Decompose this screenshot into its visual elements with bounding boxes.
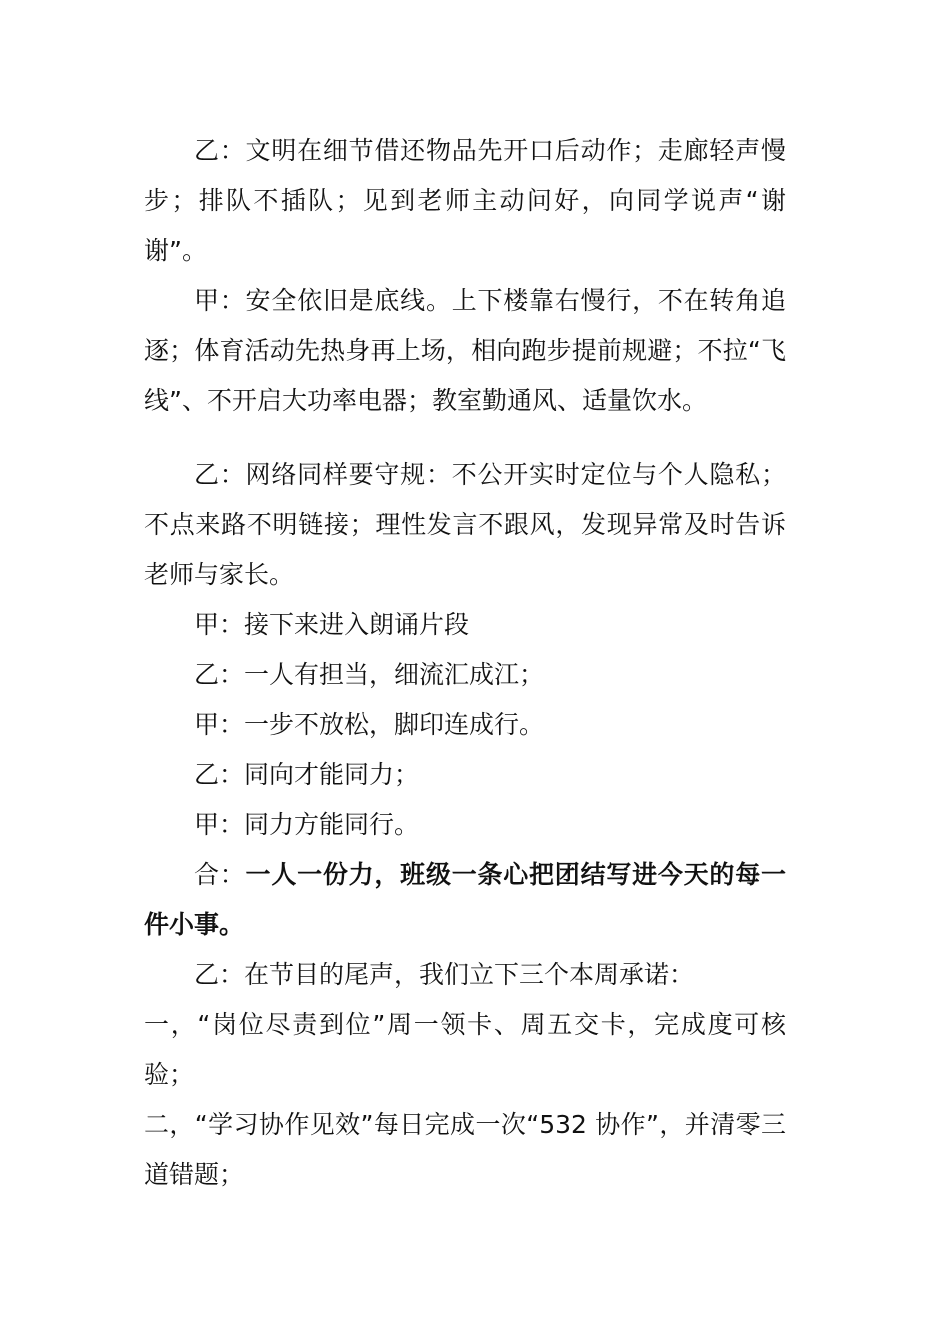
paragraph-text: 文明在细节借还物品先开口后动作；走廊轻声慢步；排队不插队；见到老师主动问好，向同学说声“谢谢”。 [144, 136, 786, 265]
speaker-label: 乙： [194, 760, 245, 789]
speaker-label: 乙： [194, 960, 245, 989]
paragraph-8 [144, 800, 786, 850]
paragraph-6 [144, 700, 786, 750]
paragraph-text: 同力方能同行。 [244, 810, 420, 839]
paragraph-text: 二，“学习协作见效”每日完成一次“532 协作”，并清零三道错题； [144, 1110, 786, 1189]
paragraph-10 [144, 950, 786, 1000]
speaker-label: 甲： [194, 710, 245, 739]
paragraph-text: 在节目的尾声，我们立下三个本周承诺： [244, 960, 695, 989]
paragraph-7 [144, 750, 786, 800]
speaker-label: 甲： [194, 610, 245, 639]
paragraph-text: 安全依旧是底线。上下楼靠右慢行，不在转角追逐；体育活动先热身再上场，相向跑步提前规避；不拉“飞线”、不开启大功率电器；教室勤通风、适量饮水。 [144, 286, 786, 415]
paragraph-5 [144, 650, 786, 700]
speaker-label: 合： [194, 860, 246, 889]
document-body [144, 126, 786, 1200]
paragraph-4 [144, 600, 786, 650]
paragraph-1 [144, 126, 786, 276]
paragraph-2 [144, 276, 786, 426]
speaker-label: 乙： [194, 660, 245, 689]
paragraph-text: 一步不放松，脚印连成行。 [244, 710, 545, 739]
paragraph-text: 网络同样要守规：不公开实时定位与个人隐私；不点来路不明链接；理性发言不跟风，发现异常及时告诉老师与家长。 [144, 460, 786, 589]
speaker-label: 甲： [194, 286, 246, 315]
paragraph-text: 接下来进入朗诵片段 [244, 610, 470, 639]
speaker-label: 甲： [194, 810, 245, 839]
paragraph-9 [144, 850, 786, 950]
speaker-label: 乙： [194, 136, 246, 165]
paragraph-text: 一人有担当，细流汇成江； [244, 660, 545, 689]
paragraph-text-bold: 一人一份力，班级一条心把团结写进今天的每一件小事。 [144, 860, 786, 939]
paragraph-text: 一，“岗位尽责到位”周一领卡、周五交卡，完成度可核验； [144, 1010, 786, 1089]
paragraph-11 [144, 1000, 786, 1100]
speaker-label: 乙： [194, 460, 246, 489]
paragraph-12 [144, 1100, 786, 1200]
paragraph-text: 同向才能同力； [244, 760, 420, 789]
paragraph-3 [144, 450, 786, 600]
